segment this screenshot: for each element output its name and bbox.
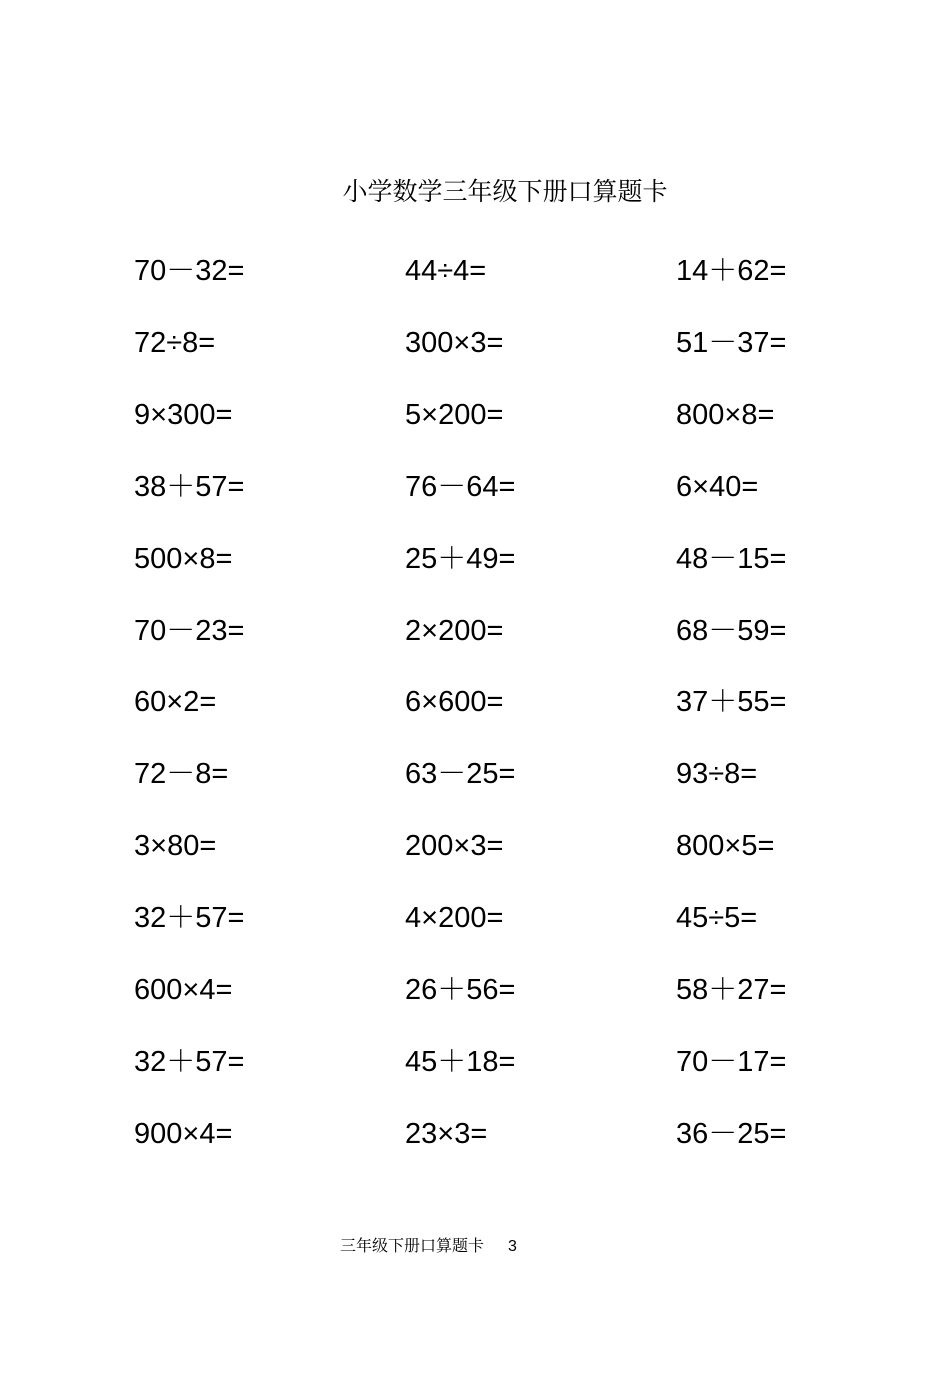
arithmetic-problem: 32＋57= — [134, 902, 245, 935]
arithmetic-problem: 60×2= — [134, 686, 217, 719]
footer-title: 三年级下册口算题卡 — [340, 1236, 485, 1255]
page-title: 小学数学三年级下册口算题卡 — [342, 177, 668, 206]
arithmetic-problem: 6×600= — [405, 686, 504, 719]
arithmetic-problem: 72－8= — [134, 758, 229, 791]
arithmetic-problem: 800×5= — [676, 830, 775, 863]
arithmetic-problem: 800×8= — [676, 398, 775, 431]
page-footer — [340, 1235, 517, 1258]
arithmetic-problem: 44÷4= — [405, 255, 487, 287]
arithmetic-problem: 51－37= — [676, 326, 787, 359]
arithmetic-problem: 48－15= — [676, 542, 787, 575]
arithmetic-problem: 5×200= — [405, 398, 504, 431]
arithmetic-problem: 45＋18= — [405, 1045, 516, 1078]
arithmetic-problem: 70－17= — [676, 1045, 787, 1078]
arithmetic-problem: 23×3= — [405, 1117, 488, 1150]
arithmetic-problem: 2×200= — [405, 614, 504, 647]
page-number: 3 — [508, 1238, 517, 1255]
arithmetic-problem: 26＋56= — [405, 974, 516, 1006]
arithmetic-problem: 63－25= — [405, 758, 516, 791]
arithmetic-problem: 25＋49= — [405, 542, 516, 575]
arithmetic-problem: 70－32= — [134, 255, 245, 287]
arithmetic-problem: 6×40= — [676, 470, 759, 503]
arithmetic-problem: 500×8= — [134, 542, 233, 575]
arithmetic-problem: 37＋55= — [676, 686, 787, 719]
arithmetic-problem: 58＋27= — [676, 974, 787, 1006]
arithmetic-problem: 76－64= — [405, 470, 516, 503]
arithmetic-problem: 300×3= — [405, 326, 504, 359]
arithmetic-problem: 36－25= — [676, 1117, 787, 1150]
arithmetic-problem: 32＋57= — [134, 1045, 245, 1078]
arithmetic-problem: 93÷8= — [676, 758, 758, 791]
arithmetic-problem: 72÷8= — [134, 326, 216, 359]
arithmetic-problem: 9×300= — [134, 398, 233, 431]
arithmetic-problem: 68－59= — [676, 614, 787, 647]
arithmetic-problem: 4×200= — [405, 902, 504, 935]
arithmetic-problem: 45÷5= — [676, 902, 758, 935]
arithmetic-problem: 900×4= — [134, 1117, 233, 1150]
arithmetic-problem: 3×80= — [134, 830, 217, 863]
arithmetic-problem: 14＋62= — [676, 255, 787, 287]
arithmetic-problem: 70－23= — [134, 614, 245, 647]
arithmetic-problem: 38＋57= — [134, 470, 245, 503]
arithmetic-problem: 600×4= — [134, 974, 233, 1006]
arithmetic-problem: 200×3= — [405, 830, 504, 863]
